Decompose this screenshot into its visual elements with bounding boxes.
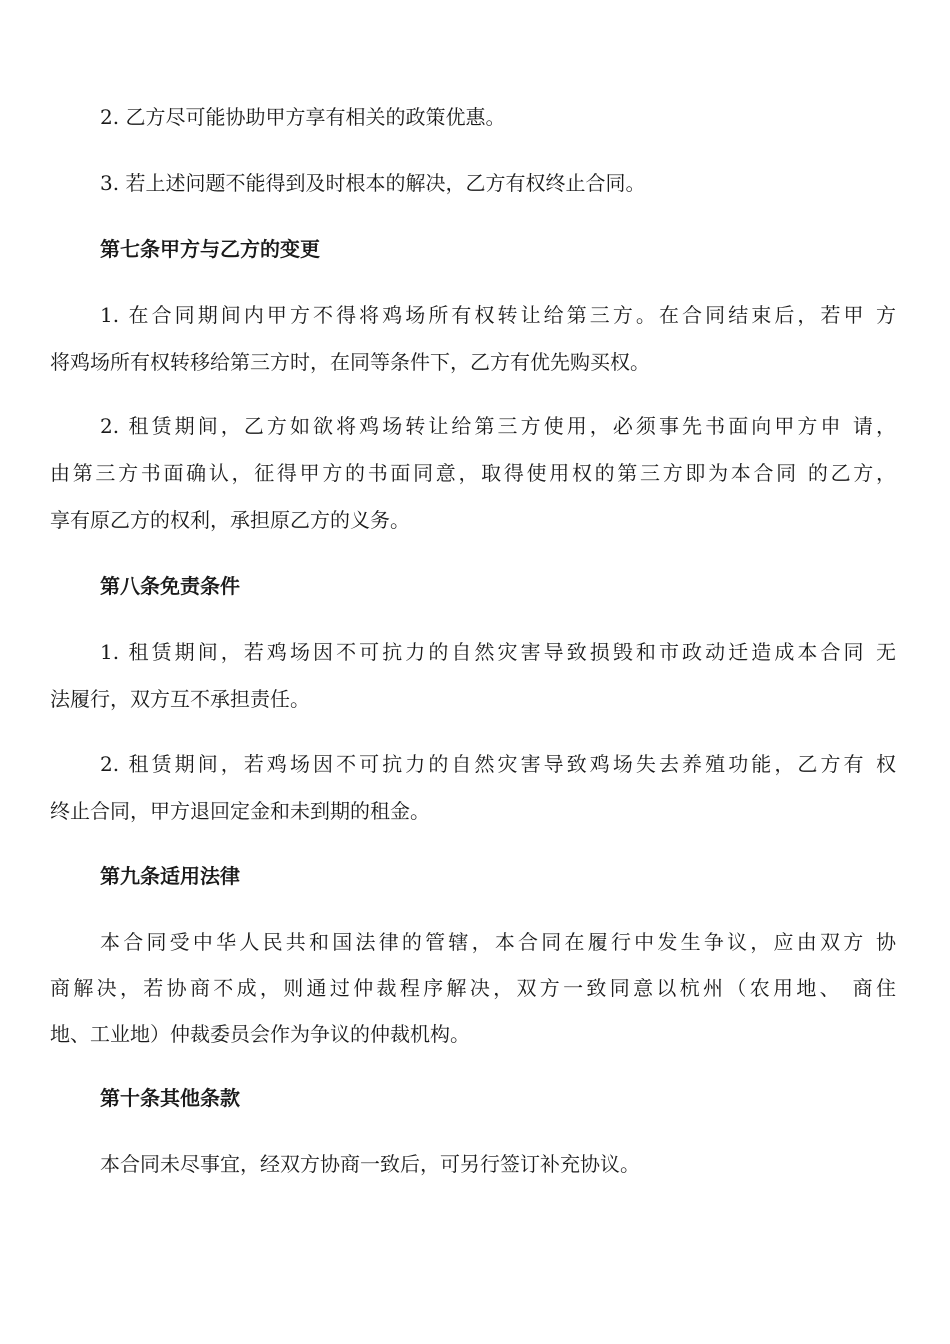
clause-9-line-2: 商解决，若协商不成，则通过仲裁程序解决，双方一致同意以杭州（农用地、 商住	[50, 976, 896, 1000]
clause-7-item-1-line-1: 1. 在合同期间内甲方不得将鸡场所有权转让给第三方。在合同结束后，若甲 方	[100, 303, 896, 327]
clause-6-item-2: 2. 乙方尽可能协助甲方享有相关的政策优惠。	[100, 105, 506, 129]
clause-10-line-1: 本合同未尽事宜，经双方协商一致后，可另行签订补充协议。	[100, 1152, 640, 1176]
clause-7-item-1-line-2: 将鸡场所有权转移给第三方时，在同等条件下，乙方有优先购买权。	[50, 350, 650, 374]
heading-clause-10: 第十条其他条款	[100, 1086, 240, 1110]
clause-9-line-1: 本合同受中华人民共和国法律的管辖，本合同在履行中发生争议，应由双方 协	[100, 930, 896, 954]
clause-8-item-1-line-1: 1. 租赁期间，若鸡场因不可抗力的自然灾害导致损毁和市政动迁造成本合同 无	[100, 640, 896, 664]
clause-6-item-3: 3. 若上述问题不能得到及时根本的解决，乙方有权终止合同。	[100, 171, 646, 195]
clause-7-item-2-line-2: 由第三方书面确认，征得甲方的书面同意，取得使用权的第三方即为本合同 的乙方，	[50, 461, 896, 485]
clause-9-line-3: 地、工业地）仲裁委员会作为争议的仲裁机构。	[50, 1022, 470, 1046]
clause-8-item-2-line-2: 终止合同，甲方退回定金和未到期的租金。	[50, 799, 430, 823]
clause-7-item-2-line-3: 享有原乙方的权利，承担原乙方的义务。	[50, 508, 410, 532]
clause-8-item-2-line-1: 2. 租赁期间，若鸡场因不可抗力的自然灾害导致鸡场失去养殖功能，乙方有 权	[100, 752, 896, 776]
clause-7-item-2-line-1: 2. 租赁期间，乙方如欲将鸡场转让给第三方使用，必须事先书面向甲方申 请，	[100, 414, 896, 438]
heading-clause-8: 第八条免责条件	[100, 574, 240, 598]
clause-8-item-1-line-2: 法履行，双方互不承担责任。	[50, 687, 310, 711]
heading-clause-7: 第七条甲方与乙方的变更	[100, 237, 320, 261]
heading-clause-9: 第九条适用法律	[100, 864, 240, 888]
